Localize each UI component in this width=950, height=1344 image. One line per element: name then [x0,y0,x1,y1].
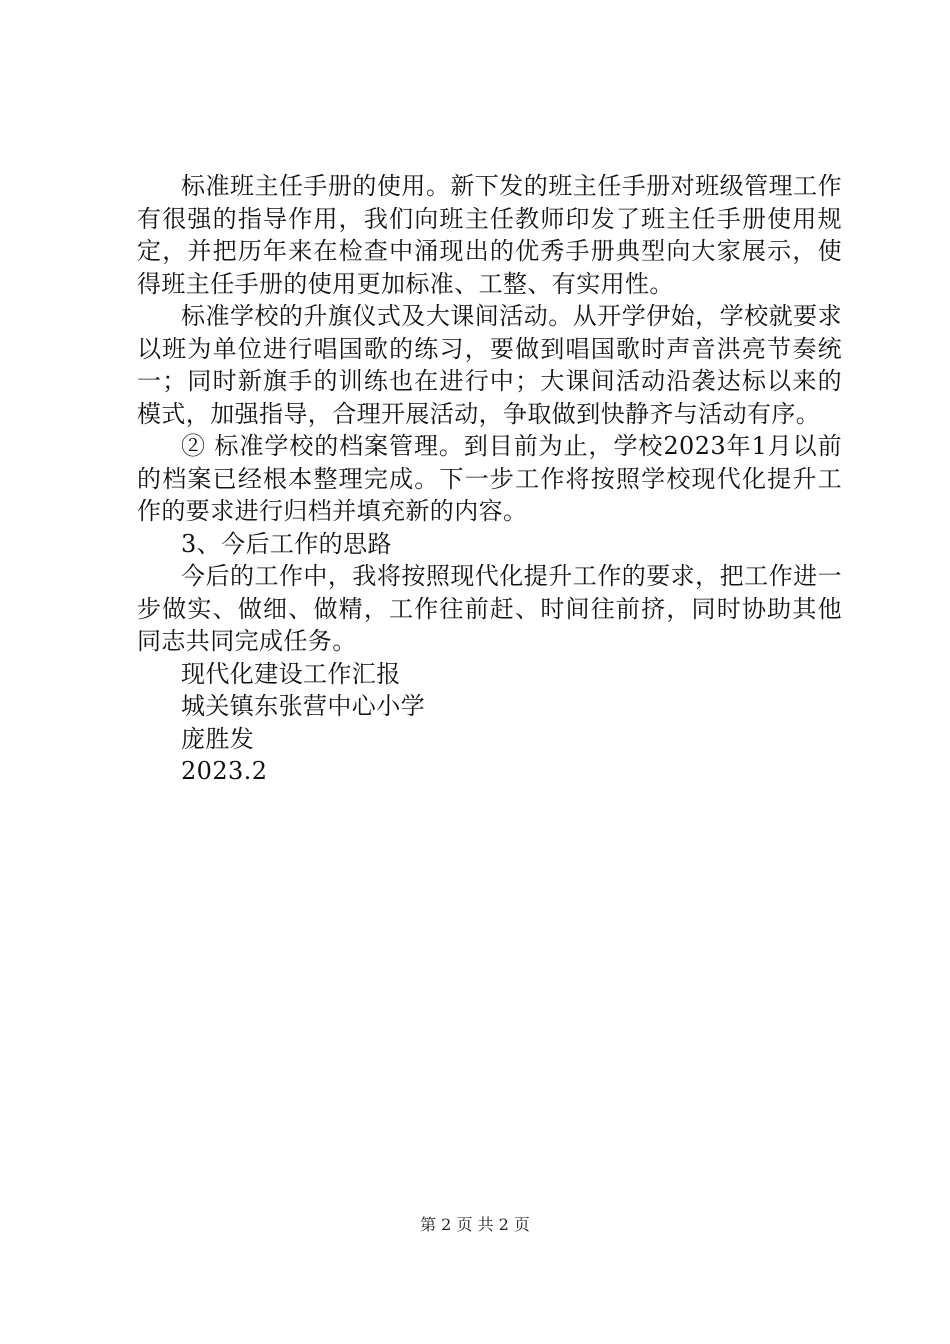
section-heading-future-work: 3、今后工作的思路 [181,529,392,558]
signature-title: 现代化建设工作汇报 [181,659,401,688]
paragraph-flag-ceremony: 标准学校的升旗仪式及大课间活动。从开学伊始，学校就要求以班为单位进行唱国歌的练习，要做到唱国歌时声音洪亮节奏统一；同时新旗手的训练也在进行中；大课间活动沿袭达标以来的模式，加强指导，合理开展活动，争取做到快静齐与活动有序。 [137,302,842,428]
signature-date: 2023.2 [181,757,268,785]
paragraph-archives: ② 标准学校的档案管理。到目前为止，学校2023年1月以前的档案已经根本整理完成。下一步工作将按照学校现代化提升工作的要求进行归档并填充新的内容。 [137,432,842,525]
signature-author: 庞胜发 [181,724,255,753]
document-body [137,170,842,788]
paragraph-handbook: 标准班主任手册的使用。新下发的班主任手册对班级管理工作有很强的指导作用，我们向班主任教师印发了班主任手册使用规定，并把历年来在检查中涌现出的优秀手册典型向大家展示，使得班主任手册的使用更加标准、工整、有实用性。 [137,172,842,298]
paragraph-future-work: 今后的工作中，我将按照现代化提升工作的要求，把工作进一步做实、做细、做精，工作往前赶、时间往前挤，同时协助其他同志共同完成任务。 [137,562,842,655]
page-footer: 第 2 页 共 2 页 [420,1215,530,1234]
signature-school: 城关镇东张营中心小学 [181,692,425,720]
